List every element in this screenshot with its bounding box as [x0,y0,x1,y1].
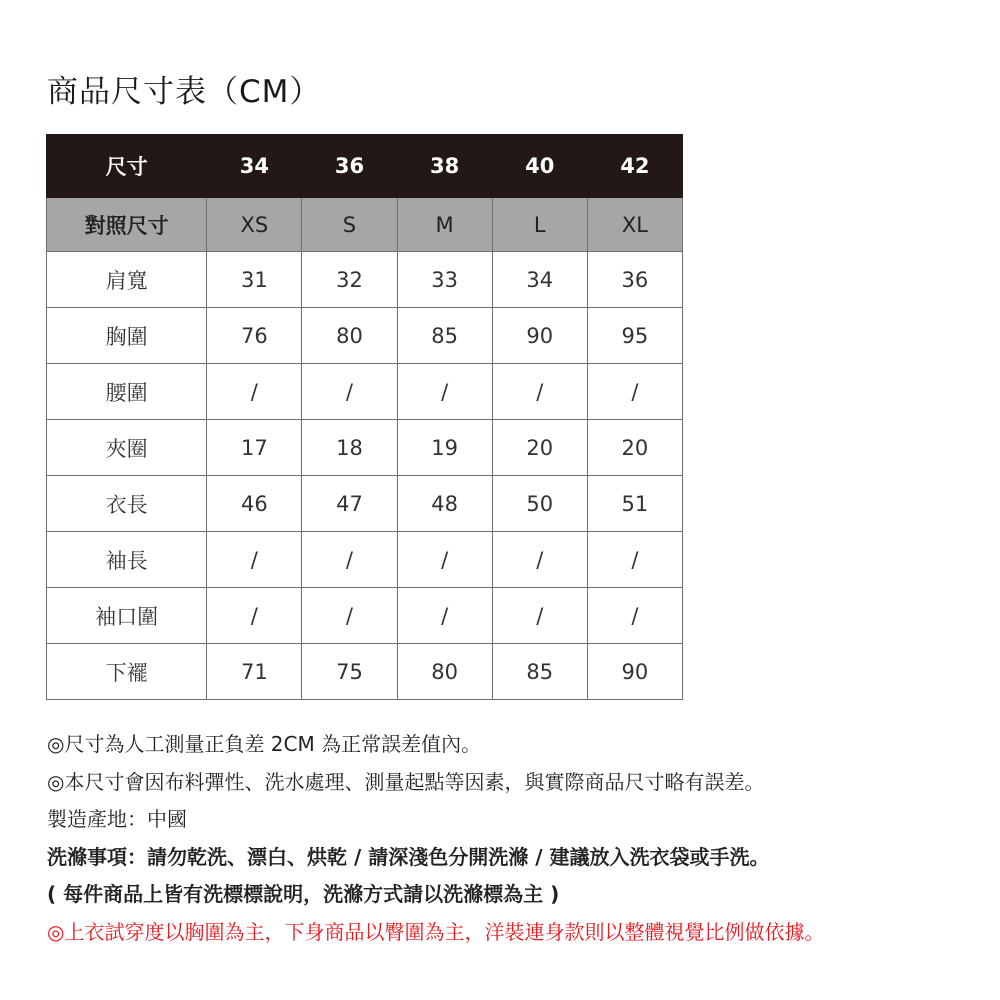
table-cell: / [397,364,492,420]
ref-size-m: M [397,198,492,252]
ref-size-xl: XL [587,198,682,252]
table-cell: 17 [207,420,302,476]
size-38: 38 [397,135,492,198]
table-cell: / [492,532,587,588]
table-cell: 31 [207,252,302,308]
table-row [47,476,683,532]
ref-size-s: S [302,198,397,252]
table-cell: / [397,532,492,588]
table-cell: 80 [397,644,492,700]
label-note: ( 每件商品上皆有洗標標說明，洗滌方式請以洗滌標為主 ) [47,882,560,906]
row-label: 袖口圍 [47,588,207,644]
table-cell: 20 [492,420,587,476]
table-cell: 48 [397,476,492,532]
size-34: 34 [207,135,302,198]
table-cell: 18 [302,420,397,476]
table-row [47,532,683,588]
table-row [47,364,683,420]
size-36: 36 [302,135,397,198]
tolerance-note: ◎尺寸為人工測量正負差 2CM 為正常誤差值內。 [47,732,482,756]
table-cell: 90 [587,644,682,700]
table-cell: / [302,532,397,588]
table-cell: 46 [207,476,302,532]
table-row [47,308,683,364]
table-cell: 71 [207,644,302,700]
table-row [47,644,683,700]
table-cell: / [587,364,682,420]
row-label: 衣長 [47,476,207,532]
table-cell: / [302,588,397,644]
washing-note: 洗滌事項：請勿乾洗、漂白、烘乾 / 請深淺色分開洗滌 / 建議放入洗衣袋或手洗。 [47,844,770,869]
variance-note: ◎本尺寸會因布料彈性、洗水處理、測量起點等因素，與實際商品尺寸略有誤差。 [47,769,765,794]
table-cell: 20 [587,420,682,476]
table-cell: 50 [492,476,587,532]
table-cell: 95 [587,308,682,364]
fit-note: ◎上衣試穿度以胸圍為主，下身商品以臀圍為主，洋裝連身款則以整體視覺比例做依據。 [47,919,825,944]
table-cell: / [207,364,302,420]
header-row [47,135,683,198]
table-cell: 33 [397,252,492,308]
table-cell: 75 [302,644,397,700]
table-cell: 85 [492,644,587,700]
table-cell: / [492,364,587,420]
ref-size-l: L [492,198,587,252]
table-cell: 90 [492,308,587,364]
table-cell: / [397,588,492,644]
ref-size-xs: XS [207,198,302,252]
page-title: 商品尺寸表（CM） [47,74,322,110]
origin-note: 製造產地：中國 [47,807,187,831]
table-cell: 76 [207,308,302,364]
reference-size-row [47,198,683,252]
table-row [47,588,683,644]
table-cell: 51 [587,476,682,532]
table-row [47,420,683,476]
table-cell: 19 [397,420,492,476]
row-label: 夾圈 [47,420,207,476]
table-cell: 32 [302,252,397,308]
table-cell: / [587,588,682,644]
header-label: 尺寸 [47,135,207,198]
row-label: 袖長 [47,532,207,588]
table-cell: / [302,364,397,420]
row-label: 下襬 [47,644,207,700]
size-40: 40 [492,135,587,198]
table-cell: / [492,588,587,644]
table-cell: / [207,532,302,588]
table-cell: 80 [302,308,397,364]
table-cell: 47 [302,476,397,532]
table-cell: / [207,588,302,644]
table-cell: 34 [492,252,587,308]
size-42: 42 [587,135,682,198]
notes-section [47,726,987,951]
table-cell: 85 [397,308,492,364]
size-table [46,134,683,700]
row-label: 肩寬 [47,252,207,308]
table-cell: / [587,532,682,588]
row-label: 腰圍 [47,364,207,420]
table-cell: 36 [587,252,682,308]
reference-label: 對照尺寸 [47,198,207,252]
table-row [47,252,683,308]
row-label: 胸圍 [47,308,207,364]
